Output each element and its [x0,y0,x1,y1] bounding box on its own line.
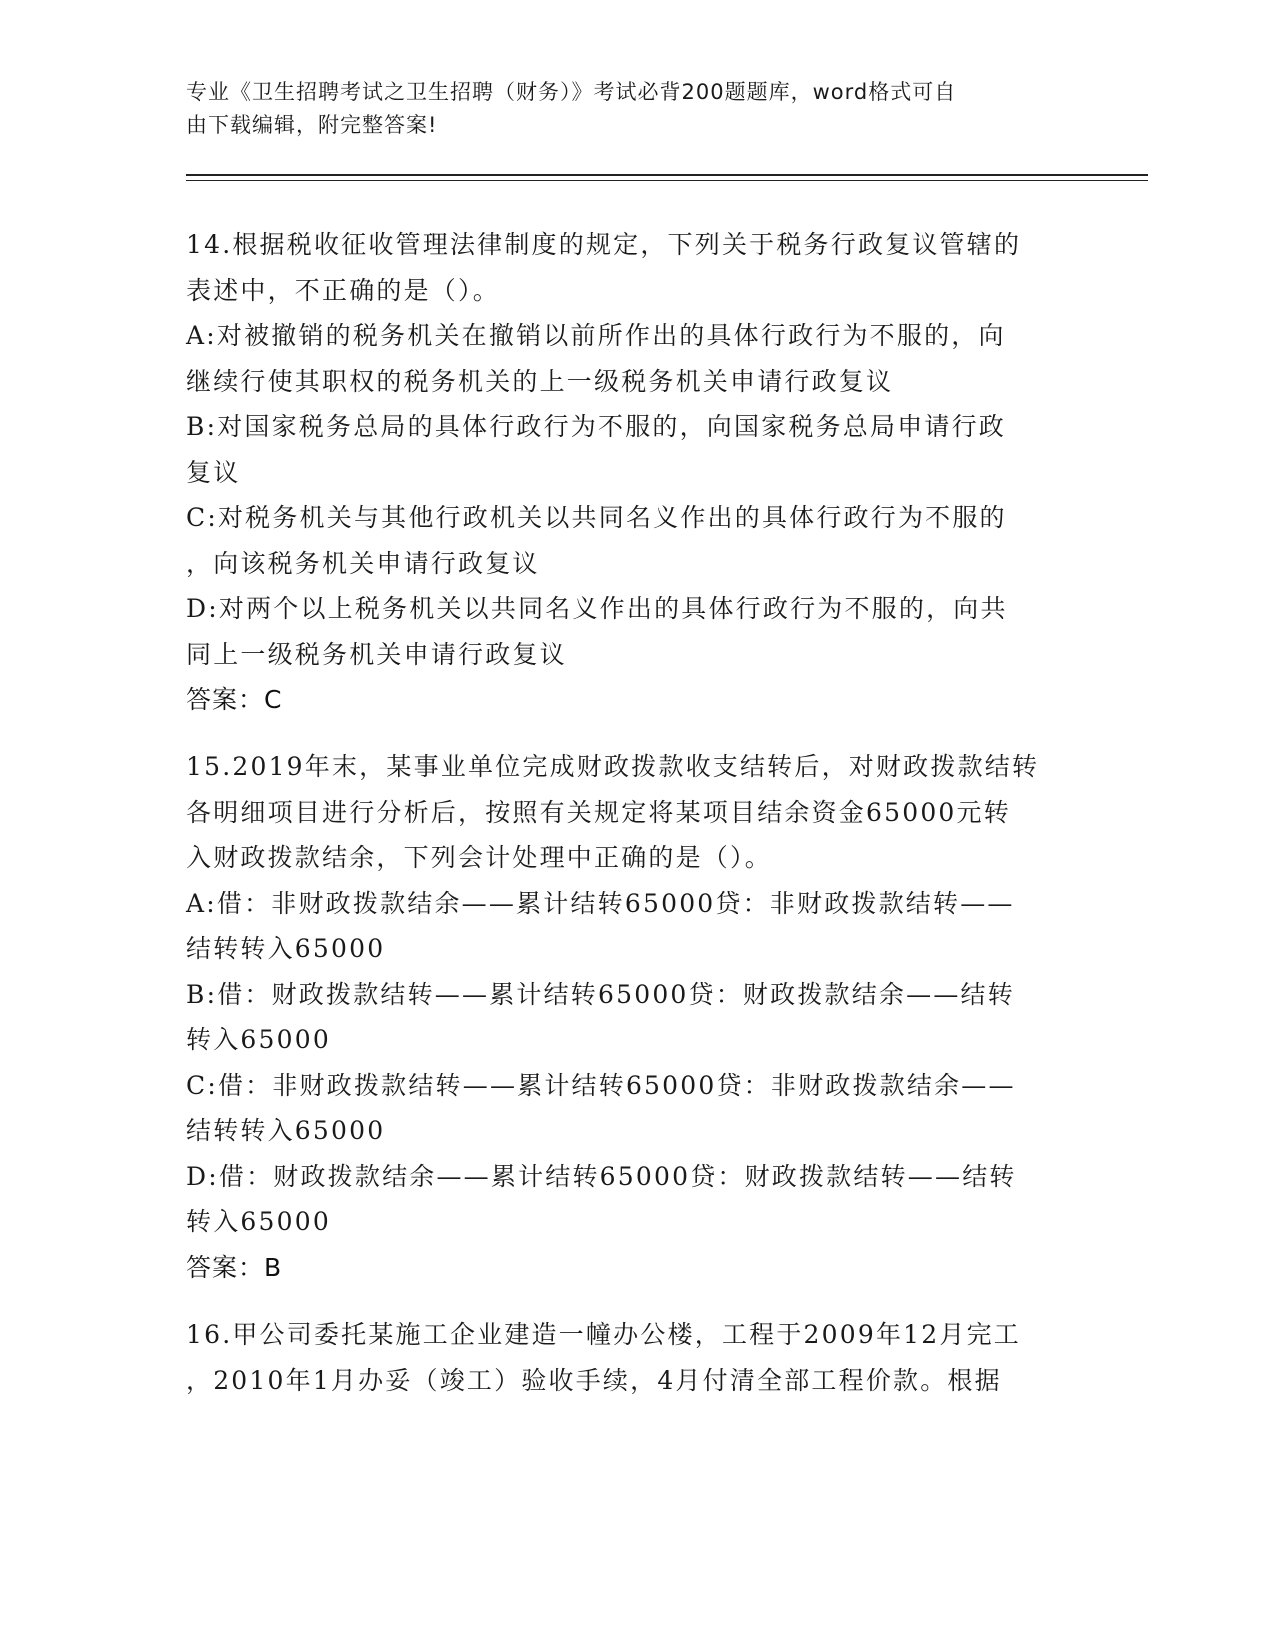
option-d-cont: 同上一级税务机关申请行政复议 [186,639,567,669]
option-b-cont: 转入65000 [186,1025,331,1054]
answer-line: 答案：C [186,685,283,714]
header-divider-thin [186,180,1148,181]
question-15 [186,744,1086,1290]
option-d-cont: 转入65000 [186,1207,331,1236]
answer-line: 答案：B [186,1252,283,1282]
option-c: C:对税务机关与其他行政机关以共同名义作出的具体行政行为不服的 [186,503,1007,532]
question-stem-line: ，2010年1月办妥（竣工）验收手续，4月付清全部工程价款。根据 [186,1365,1002,1395]
question-stem-line: 各明细项目进行分析后，按照有关规定将某项目结余资金65000元转 [186,797,1011,827]
question-stem-line: 16.甲公司委托某施工企业建造一幢办公楼，工程于2009年12月完工 [186,1320,1021,1349]
option-d: D:借：财政拨款结余——累计结转65000贷：财政拨款结转——结转 [186,1161,1017,1191]
question-14 [186,222,1086,722]
option-a: A:对被撤销的税务机关在撤销以前所作出的具体行政行为不服的，向 [186,321,1006,350]
option-a-cont: 结转转入65000 [186,934,386,963]
option-b: B:借：财政拨款结转——累计结转65000贷：财政拨款结余——结转 [186,979,1015,1009]
header-line: 由下载编辑，附完整答案! [186,113,438,137]
option-d: D:对两个以上税务机关以共同名义作出的具体行政行为不服的，向共 [186,594,1008,623]
option-b-cont: 复议 [186,457,241,487]
option-c-cont: 结转转入65000 [186,1116,386,1145]
header-divider [186,174,1148,176]
header-line: 专业《卫生招聘考试之卫生招聘（财务）》考试必背200题题库，word格式可自 [186,80,957,104]
option-c: C:借：非财政拨款结转——累计结转65000贷：非财政拨款结余—— [186,1070,1016,1100]
question-stem-line: 15.2019年末，某事业单位完成财政拨款收支结转后，对财政拨款结转 [186,752,1040,781]
option-c-cont: ，向该税务机关申请行政复议 [186,548,540,578]
option-a: A:借：非财政拨款结余——累计结转65000贷：非财政拨款结转—— [186,888,1015,918]
question-16 [186,1312,1086,1403]
document-header [186,76,1066,142]
option-a-cont: 继续行使其职权的税务机关的上一级税务机关申请行政复议 [186,366,894,396]
question-stem-line: 入财政拨款结余，下列会计处理中正确的是（）。 [186,843,772,872]
question-stem-line: 14.根据税收征收管理法律制度的规定，下列关于税务行政复议管辖的 [186,230,1022,259]
option-b: B:对国家税务总局的具体行政行为不服的，向国家税务总局申请行政 [186,412,1006,441]
question-stem-line: 表述中，不正确的是（）。 [186,275,500,305]
